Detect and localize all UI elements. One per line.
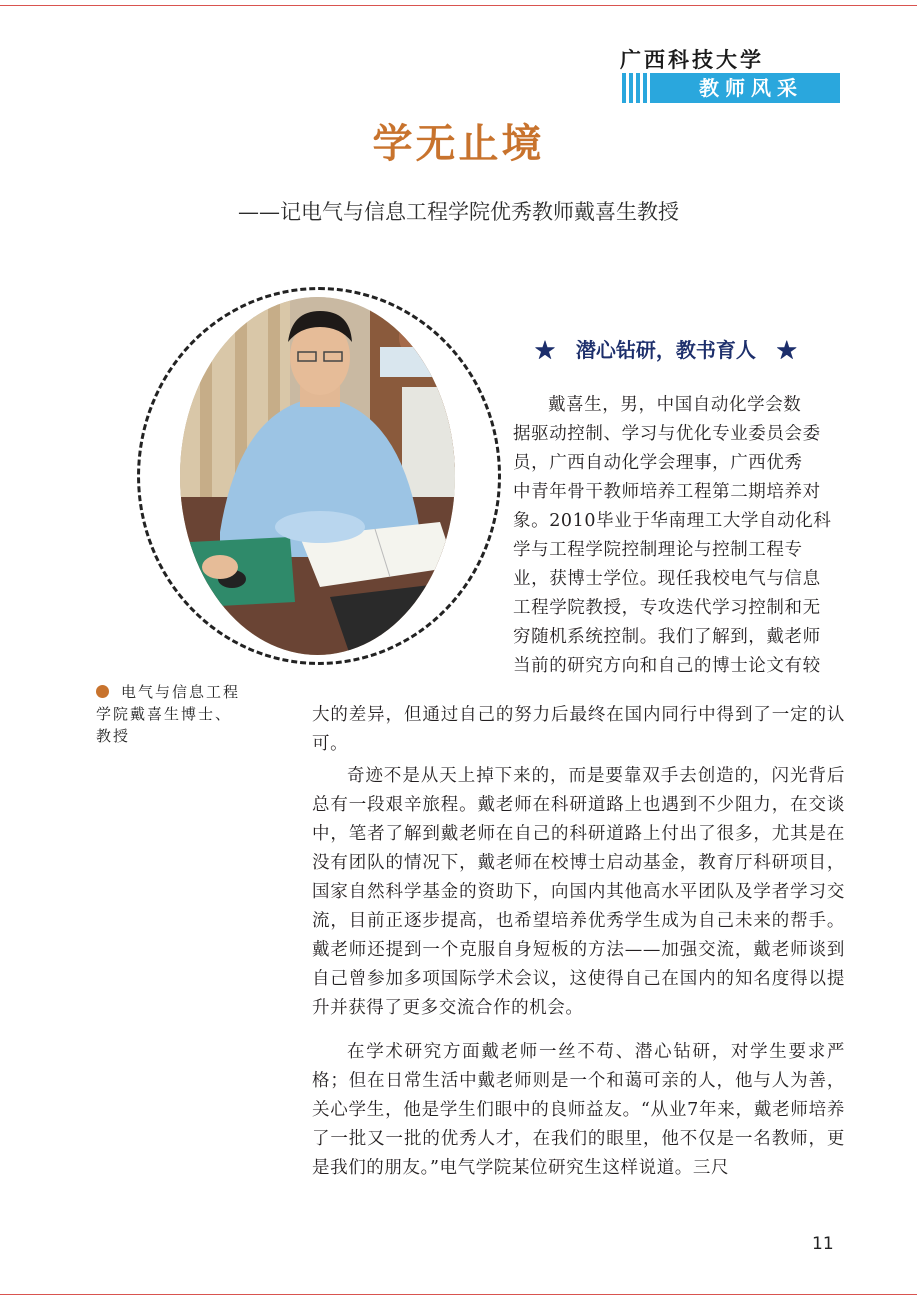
text-line: 工程学院教授，专攻迭代学习控制和无 (513, 598, 821, 618)
page-number: 11 (812, 1234, 834, 1254)
bullet-dot-icon (96, 685, 109, 698)
banner-stripe (647, 73, 650, 103)
text-line: 学与工程学院控制理论与控制工程专 (513, 540, 803, 560)
paragraph-1-wrap (513, 391, 845, 681)
text-line: 象。2010毕业于华南理工大学自动化科 (513, 511, 832, 531)
section-heading-text: 潜心钻研，教书育人 (575, 338, 756, 362)
banner-label: 教师风采 (699, 76, 803, 100)
text-line: 员，广西自动化学会理事，广西优秀 (513, 453, 803, 473)
caption-text: 电气与信息工程学院戴喜生博士、教授 (96, 683, 241, 745)
article-subtitle: ——记电气与信息工程学院优秀教师戴喜生教授 (238, 200, 679, 224)
paragraph-1-continued: 大的差异，但通过自己的努力后最终在国内同行中得到了一定的认可。 (312, 705, 845, 754)
star-icon: ★ (535, 338, 555, 362)
text-line: 穷随机系统控制。我们了解到，戴老师 (513, 627, 821, 647)
bottom-border-line (0, 1294, 917, 1295)
top-border-line (0, 5, 917, 6)
text-line: 业，获博士学位。现任我校电气与信息 (513, 569, 821, 589)
section-heading (535, 334, 835, 363)
text-line: 据驱动控制、学习与优化专业委员会委 (513, 424, 821, 444)
banner-stripe (633, 73, 636, 103)
text-line: 戴喜生，男，中国自动化学会数 (548, 395, 802, 415)
photo-caption (96, 681, 246, 747)
star-icon: ★ (776, 338, 797, 362)
article-title: 学无止境 (372, 120, 545, 167)
paragraph-3: 在学术研究方面戴老师一丝不苟、潜心钻研，对学生要求严格；但在日常生活中戴老师则是一个和蔼可亲的人，他与人为善，关心学生，他是学生们眼中的良师益友。“从业7年来，戴老师培养了一批又一批的优秀人才，在我们的眼里，他不仅是一名教师，更是我们的朋友。”电气学院某位研究生这样说道。三尺 (312, 1042, 845, 1178)
column-banner (622, 73, 840, 103)
text-line: 当前的研究方向和自己的博士论文有较 (513, 656, 821, 676)
paragraph-2: 奇迹不是从天上掉下来的，而是要靠双手去创造的，闪光背后总有一段艰辛旅程。戴老师在科研道路上也遇到不少阻力，在交谈中，笔者了解到戴老师在自己的科研道路上付出了很多，尤其是在没有团队的情况下，戴老师在校博士启动基金，教育厅科研项目，国家自然科学基金的资助下，向国内其他高水平团队及学者学习交流，目前正逐步提高，也希望培养优秀学生成为自己未来的帮手。戴老师还提到一个克服自身短板的方法——加强交流，戴老师谈到自己曾参加多项国际学术会议，这使得自己在国内的知名度得以提升并获得了更多交流合作的机会。 (312, 766, 845, 1018)
text-line: 中青年骨干教师培养工程第二期培养对 (513, 482, 821, 502)
portrait-illustration (180, 297, 455, 655)
university-name: 广西科技大学 (620, 47, 764, 72)
banner-stripe (640, 73, 643, 103)
portrait-photo (180, 297, 455, 655)
banner-stripe (626, 73, 629, 103)
